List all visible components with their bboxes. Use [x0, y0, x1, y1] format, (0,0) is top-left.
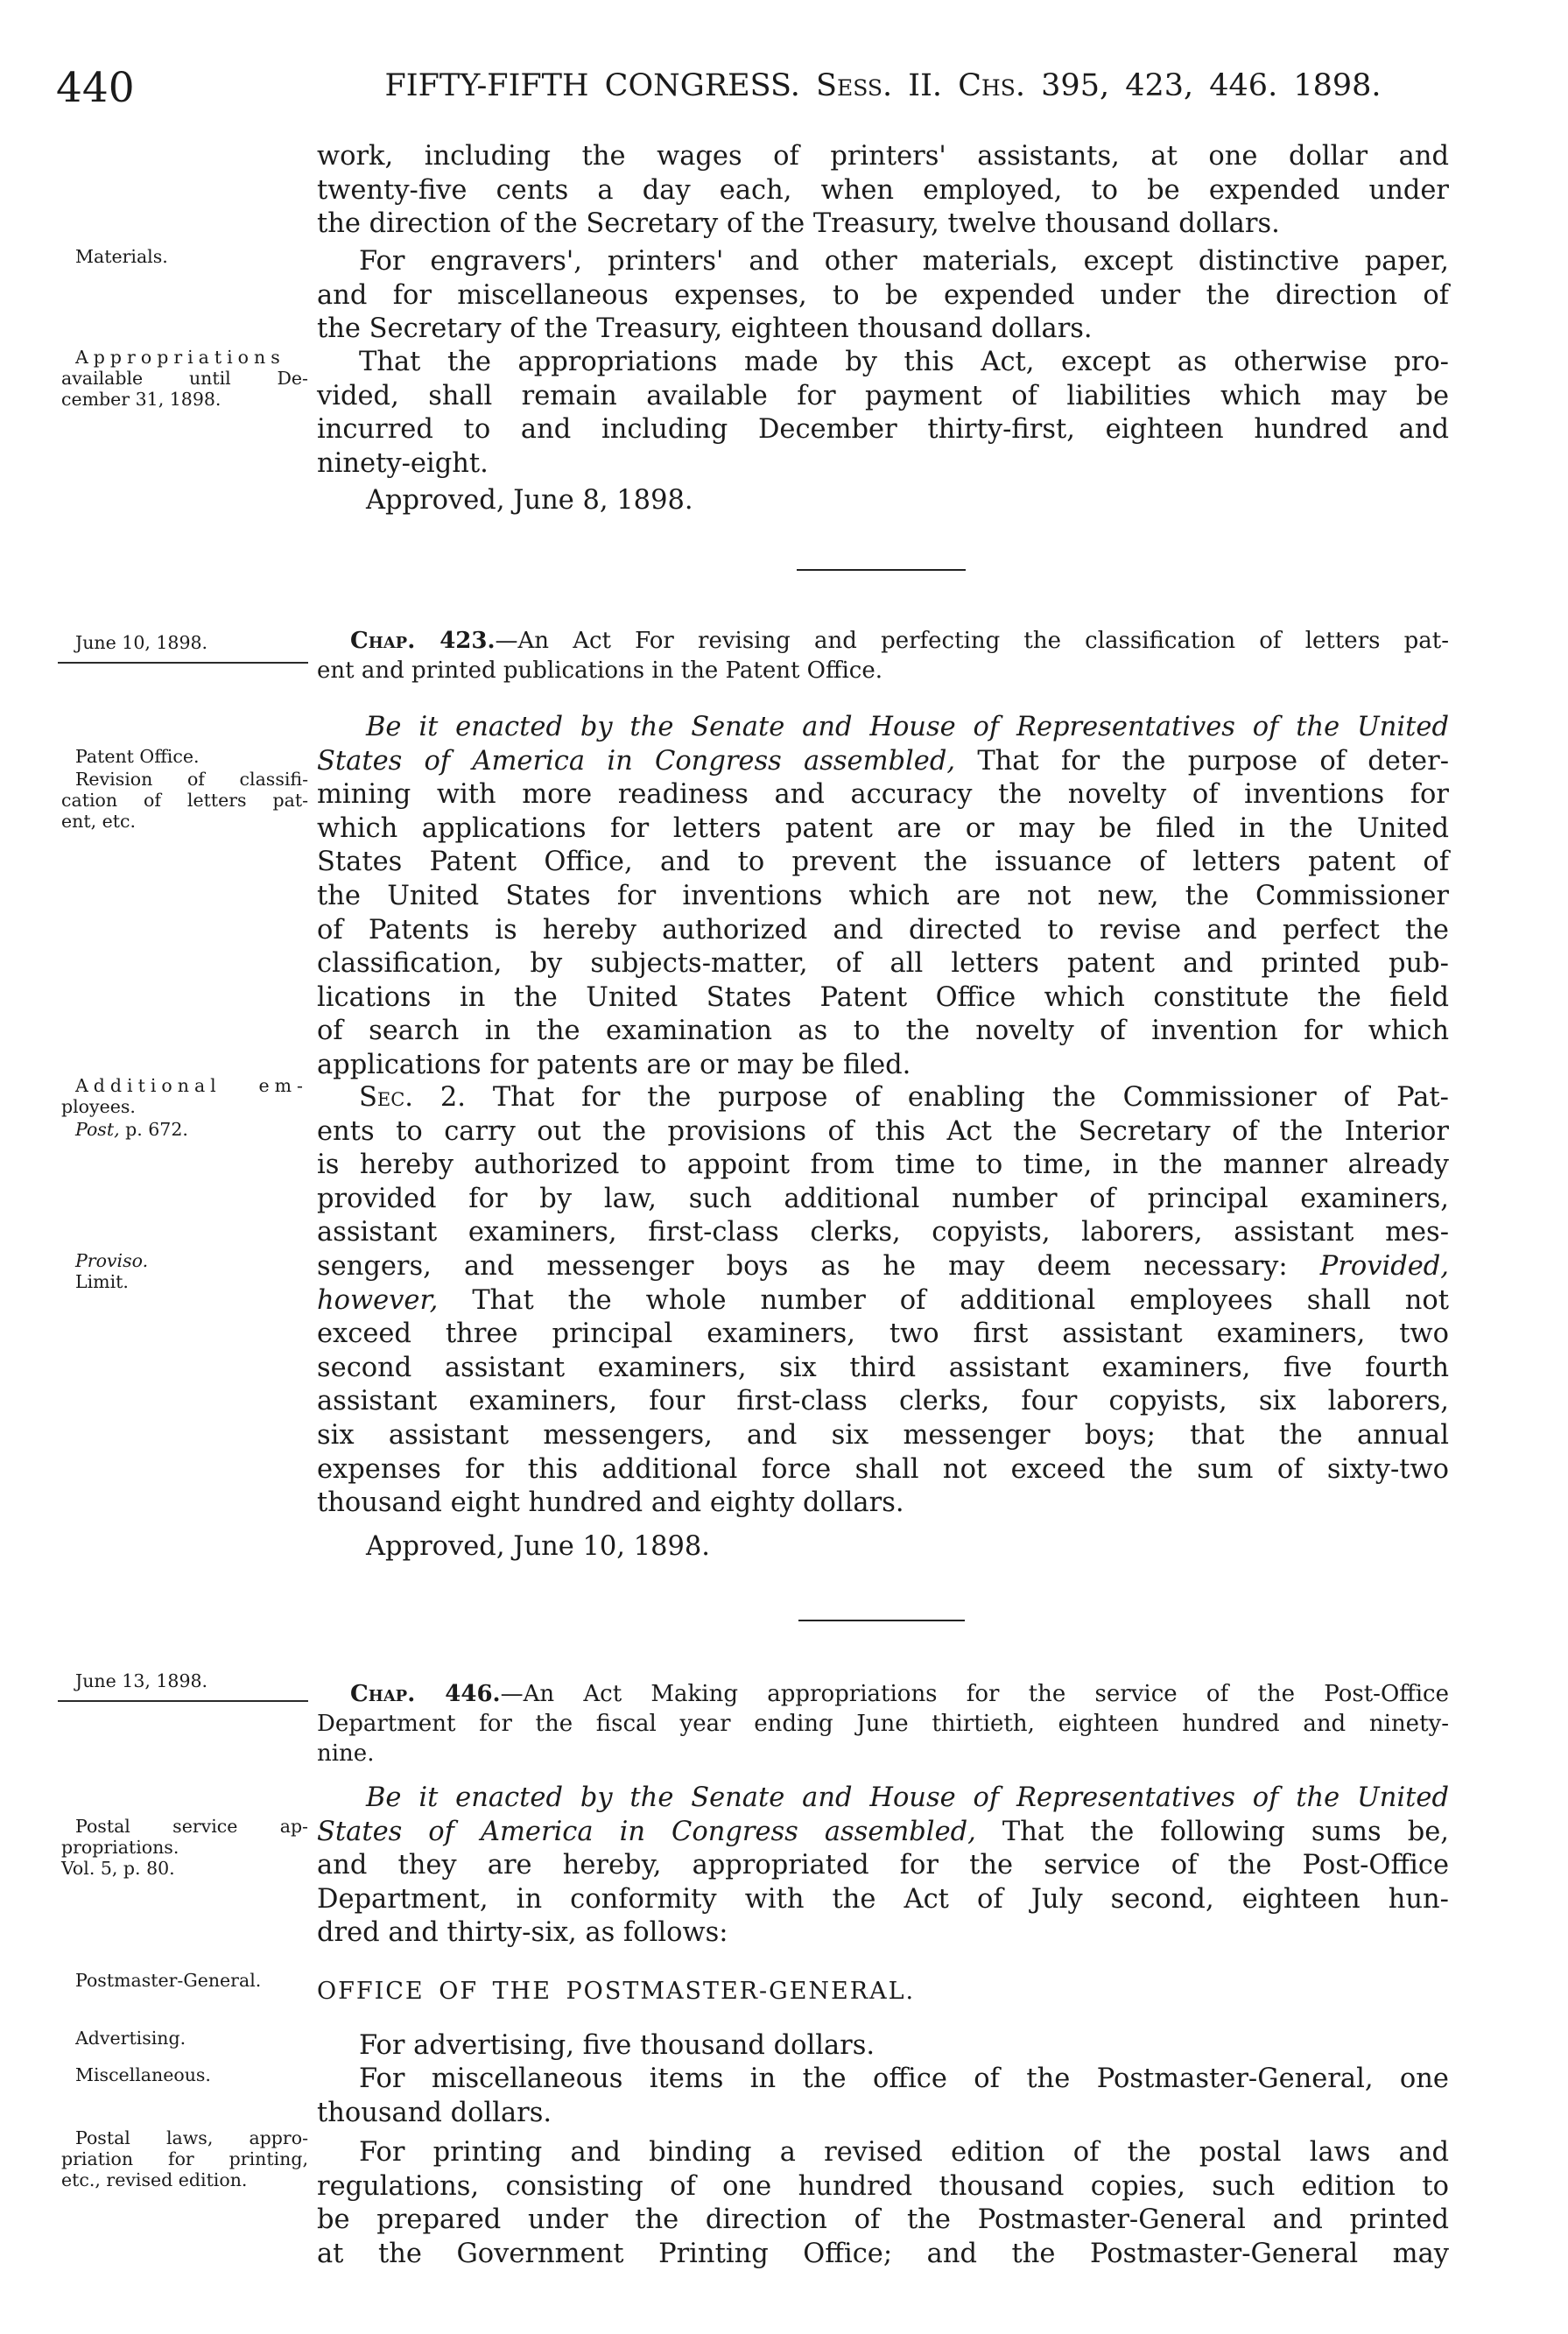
limit-margin-note: Limit. [75, 1271, 129, 1292]
chap-446-enacting-clause: Be it enacted by the Senate and House of Representatives of the United States of America in Congress assembled, That the following sums be, and they are hereby, appropriated for the service of the Post-Office Department, in conformity with the Act of July second, eighteen hun- dred and thirty-six, as follows: [317, 1782, 1449, 1949]
revision-classification-margin-note: Revision of classifi- cation of letters pat- ent, etc. [61, 769, 308, 832]
postal-laws-printing-margin-note: Postal laws, appro- priation for printing, etc., revised edition. [61, 2127, 308, 2190]
proviso-margin-note: Proviso. [75, 1250, 149, 1271]
chap-446-date-margin-note: June 13, 1898. [75, 1670, 208, 1691]
approved-june-8-line: Approved, June 8, 1898. [366, 485, 693, 516]
advertising-margin-note: Advertising. [75, 2028, 186, 2049]
post-page-reference-margin-note: Post, p. 672. [75, 1119, 188, 1140]
postal-service-appropriations-margin-note: Postal service ap- propriations. Vol. 5, p. 80. [61, 1816, 308, 1879]
chap-446-heading: Chap. 446.—An Act Making appropriations for the service of the Post-Office Department for the fiscal year ending June thirtieth, eighteen hundred and ninety- nine. [317, 1681, 1449, 1767]
materials-margin-note: Materials. [75, 246, 168, 267]
miscellaneous-items-paragraph: For miscellaneous items in the office of the Postmaster-General, one thousand dollars. [317, 2063, 1449, 2128]
section-divider [797, 569, 966, 571]
office-of-postmaster-general-heading: OFFICE OF THE POSTMASTER-GENERAL. [317, 1978, 916, 2005]
appropriations-availability-paragraph: That the appropriations made by this Act, except as otherwise pro- vided, shall remain available for payment of liabilities which may be incurred to and including December thirty-first, eighteen hundred and ninety-eight. [317, 347, 1449, 479]
section-divider [798, 1620, 965, 1621]
page-number: 440 [56, 64, 135, 112]
engravers-materials-paragraph: For engravers', printers' and other materials, except distinctive paper, and for miscellaneous expenses, to be expended under the direction of the Secretary of the Treasury, eighteen thousand dollars. [317, 246, 1449, 345]
advertising-appropriation-paragraph: For advertising, five thousand dollars. [359, 2030, 875, 2061]
miscellaneous-margin-note: Miscellaneous. [75, 2064, 211, 2085]
chap-423-date-margin-note: June 10, 1898. [75, 632, 208, 653]
chap-423-date-rule [58, 662, 308, 664]
chap-423-enacting-clause: Be it enacted by the Senate and House of Representatives of the United States of America in Congress assembled, That for the purpose of deter- mining with more readiness and accuracy the novelty of inventions for which applications for letters patent are or may be filed in the United States Patent Office, and to prevent the issuance of letters patent of the United States for inventions which are not new, the Commissioner of Patents is hereby authorized and directed to revise and perfect the classification, by subjects-matter, of all letters patent and printed pub- lications in the United States Patent Office which constitute the field of search in the examination as to the novelty of invention for which applications for patents are or may be filed. [317, 712, 1449, 1080]
chap-423-heading: Chap. 423.—An Act For revising and perfecting the classification of letters pat- ent and printed publications in the Patent Office. [317, 628, 1449, 684]
appropriations-available-margin-note: Appropriations available until De- cember 31, 1898. [61, 347, 308, 410]
postmaster-general-margin-note: Postmaster-General. [75, 1970, 262, 1991]
act-395-continuation-paragraph: work, including the wages of printers' assistants, at one dollar and twenty-five cents a day each, when employed, to be expended under the direction of the Secretary of the Treasury, twelve thousand dollars. [317, 141, 1449, 240]
approved-june-10-line: Approved, June 10, 1898. [366, 1531, 710, 1562]
running-header: FIFTY-FIFTH CONGRESS. Sess. II. Chs. 395, 423, 446. 1898. [384, 68, 1382, 103]
chap-423-section-2-paragraph: Sec. 2. That for the purpose of enabling the Commissioner of Pat- ents to carry out the provisions of this Act the Secretary of the Interior is hereby authorized to appoint from time to time, in the manner already provided for by law, such additional number of principal examiners, assistant examiners, first-class clerks, copyists, laborers, assistant mes- sengers, and messenger boys as he may deem necessary: Provided, however, That the whole number of additional employees shall not exceed three principal examiners, two first assistant examiners, two second assistant examiners, six third assistant examiners, five fourth assistant examiners, four first-class clerks, four copyists, six laborers, six assistant messengers, and six messenger boys; that the annual expenses for this additional force shall not exceed the sum of sixty-two thousand eight hundred and eighty dollars. [317, 1082, 1449, 1519]
chap-446-date-rule [58, 1700, 308, 1702]
additional-employees-margin-note: Additional em- ployees. [61, 1075, 308, 1117]
patent-office-margin-note: Patent Office. [75, 746, 200, 767]
postal-laws-printing-paragraph: For printing and binding a revised edition of the postal laws and regulations, consisting of one hundred thousand copies, such edition to be prepared under the direction of the Postmaster-General and printed at the Government Printing Office; and the Postmaster-General may [317, 2137, 1449, 2269]
